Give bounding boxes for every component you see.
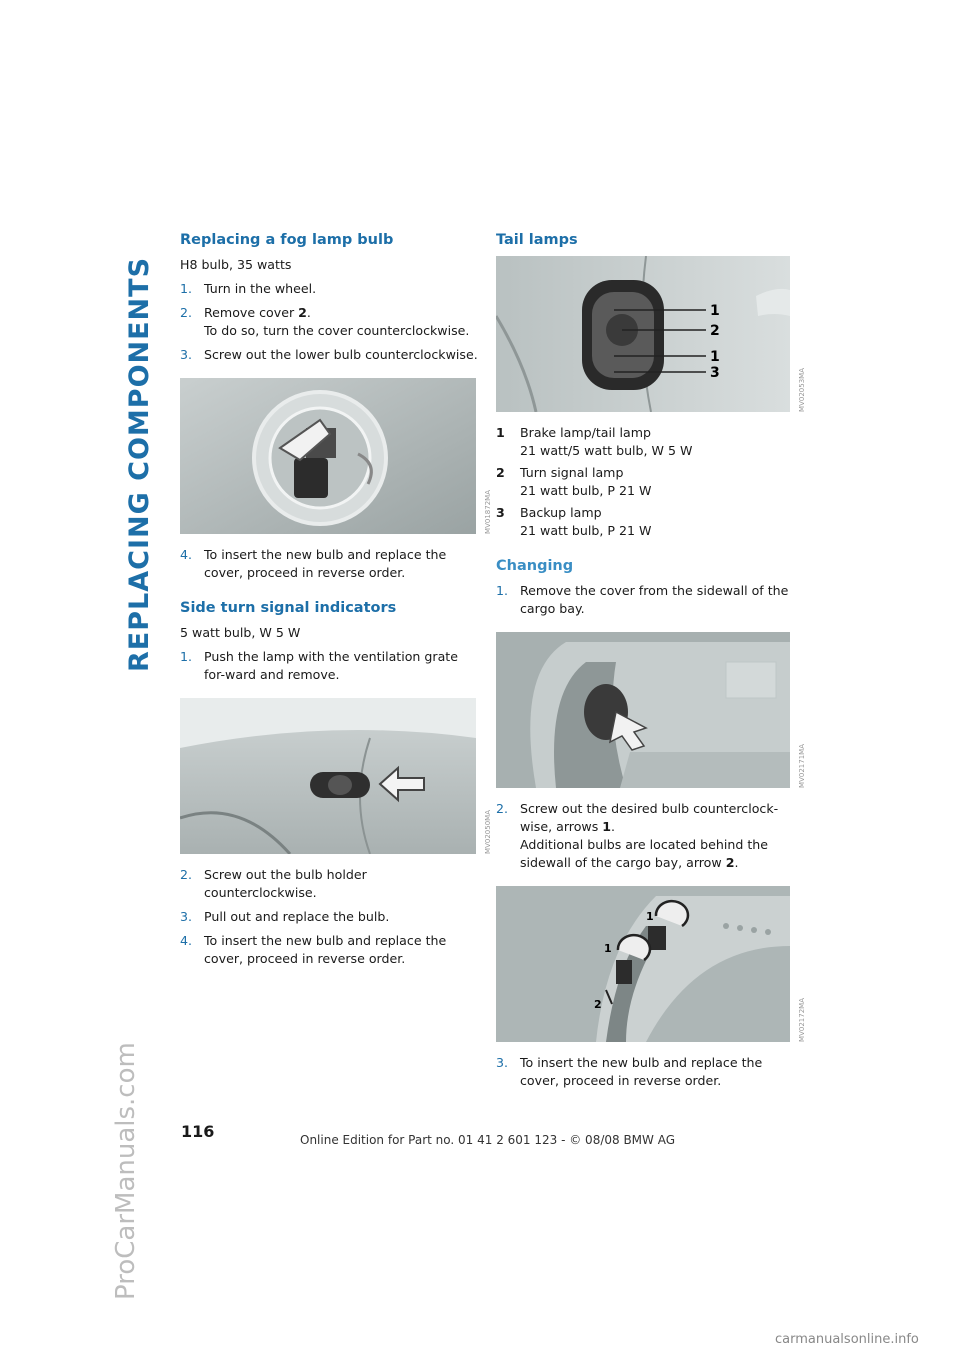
fog-step-3: 3. Screw out the lower bulb counterclockwise. bbox=[180, 347, 478, 362]
bulb-holder-figure: 1 1 2 MV02172MA bbox=[496, 886, 792, 1042]
side-bulb-spec: 5 watt bulb, W 5 W bbox=[180, 625, 301, 640]
tail-lamp-figure: 1 2 1 3 MV02053MA bbox=[496, 256, 792, 412]
legend-item: 2 Turn signal lamp 21 watt bulb, P 21 W bbox=[496, 465, 652, 498]
svg-text:REPLACING COMPONENTS: REPLACING COMPONENTS bbox=[124, 256, 155, 672]
svg-text:1: 1 bbox=[710, 303, 720, 319]
legend-item: 3 Backup lamp 21 watt bulb, P 21 W bbox=[496, 505, 652, 538]
svg-text:3: 3 bbox=[710, 365, 720, 381]
changing-heading: Changing bbox=[496, 558, 574, 574]
fog-lamp-heading: Replacing a fog lamp bulb bbox=[180, 232, 394, 248]
side-step-4: 4. To insert the new bulb and replace the cover, proceed in reverse order. bbox=[180, 933, 447, 966]
fog-step-4: 4. To insert the new bulb and replace the cover, proceed in reverse order. bbox=[180, 547, 447, 580]
svg-text:2: 2 bbox=[710, 323, 720, 339]
fog-step-1: 1. Turn in the wheel. bbox=[180, 281, 317, 296]
side-step-3: 3. Pull out and replace the bulb. bbox=[180, 909, 390, 924]
svg-text:1: 1 bbox=[646, 910, 654, 923]
changing-step-3: 3. To insert the new bulb and replace the cover, proceed in reverse order. bbox=[496, 1055, 763, 1088]
right-column bbox=[496, 230, 806, 1096]
footer-edition: Online Edition for Part no. 01 41 2 601 123 - © 08/08 BMW AG bbox=[300, 1133, 676, 1147]
fog-lamp-figure: MV01872MA bbox=[180, 378, 478, 534]
side-step-1: 1. Push the lamp with the ventilation grate for-ward and remove. bbox=[180, 649, 458, 682]
left-column bbox=[180, 230, 492, 974]
watermark bbox=[98, 560, 146, 1300]
side-signal-heading: Side turn signal indicators bbox=[180, 600, 397, 616]
changing-step-2: 2. Screw out the desired bulb counterclock-wise, arrows 1. Additional bulbs are located behind the sidewall of the cargo bay, arrow 2. bbox=[496, 801, 779, 870]
fog-step-2: 2. Remove cover 2. To do so, turn the cover counterclockwise. bbox=[180, 305, 470, 338]
footer-site: carmanualsonline.info bbox=[775, 1332, 919, 1347]
cargo-bay-figure: MV02171MA bbox=[496, 632, 792, 788]
svg-text:1: 1 bbox=[604, 942, 612, 955]
svg-text:1: 1 bbox=[710, 349, 720, 365]
page-number: 116 bbox=[181, 1122, 215, 1141]
side-signal-figure: MV02050MA bbox=[180, 698, 478, 854]
fog-bulb-spec: H8 bulb, 35 watts bbox=[180, 257, 292, 272]
changing-step-1: 1. Remove the cover from the sidewall of the cargo bay. bbox=[496, 583, 789, 616]
svg-text:ProCarManuals.com: ProCarManuals.com bbox=[111, 1042, 141, 1300]
legend-item: 1 Brake lamp/tail lamp 21 watt/5 watt bulb, W 5 W bbox=[496, 425, 693, 458]
tail-lamps-heading: Tail lamps bbox=[496, 232, 578, 248]
side-step-2: 2. Screw out the bulb holder counterclockwise. bbox=[180, 867, 367, 900]
svg-text:2: 2 bbox=[594, 998, 602, 1011]
